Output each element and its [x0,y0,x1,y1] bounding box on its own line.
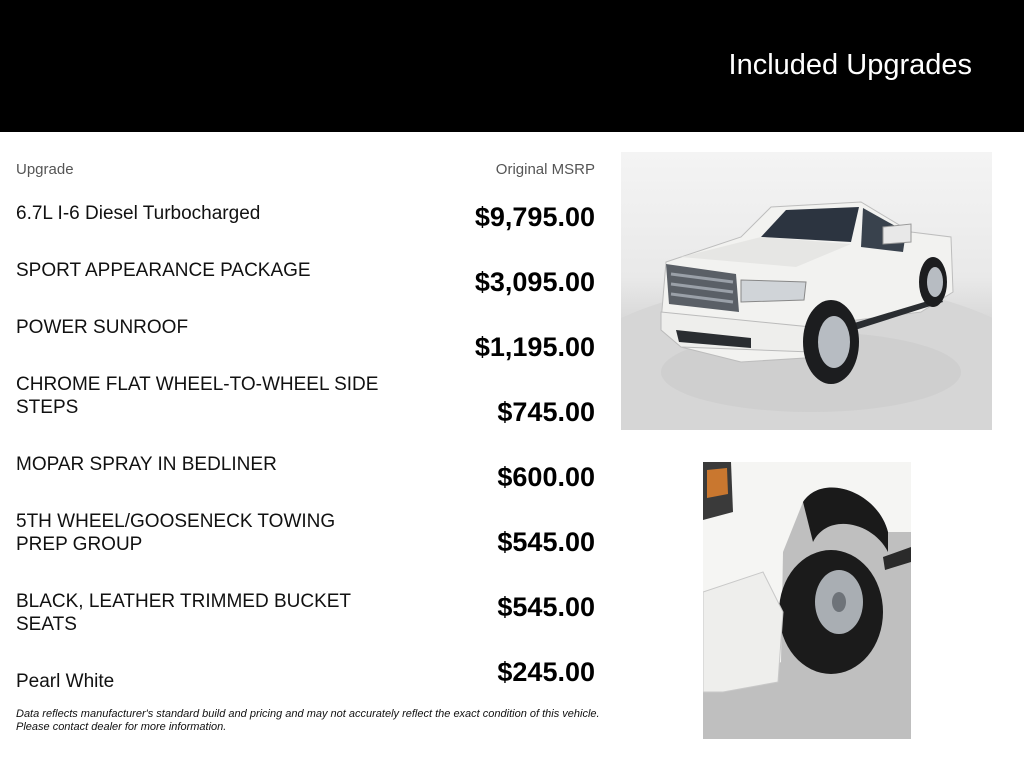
upgrade-price: $545.00 [497,527,595,557]
upgrade-price: $3,095.00 [474,267,595,297]
upgrade-name: MOPAR SPRAY IN BEDLINER [16,454,277,475]
truck-wheel-photo [703,462,911,739]
upgrade-name: 5TH WHEEL/GOOSENECK TOWING PREP GROUP [16,511,336,555]
upgrade-name: Pearl White [16,671,115,692]
upgrade-name: CHROME FLAT WHEEL-TO-WHEEL SIDE STEPS [16,374,379,418]
upgrade-name: 6.7L I-6 Diesel Turbocharged [16,203,261,224]
header-bar [0,0,1024,132]
upgrade-price: $600.00 [497,462,595,492]
upgrade-price: $745.00 [497,397,595,427]
truck-front-photo [621,152,992,430]
column-header-msrp: Original MSRP [495,161,595,178]
upgrade-name: SPORT APPEARANCE PACKAGE [16,260,311,281]
disclaimer-footnote: Data reflects manufacturer's standard build and pricing and may not accurately reflect the exact condition of this vehicle. Please contact dealer for more information. [16,708,600,733]
page-title: Included Upgrades [728,49,972,81]
upgrade-price: $1,195.00 [474,332,595,362]
upgrade-price: $245.00 [497,657,595,687]
upgrade-name: BLACK, LEATHER TRIMMED BUCKET SEATS [16,591,351,635]
upgrade-price: $9,795.00 [474,202,595,232]
column-header-upgrade: Upgrade [16,161,74,178]
upgrade-name: POWER SUNROOF [16,317,189,338]
upgrade-price: $545.00 [497,592,595,622]
